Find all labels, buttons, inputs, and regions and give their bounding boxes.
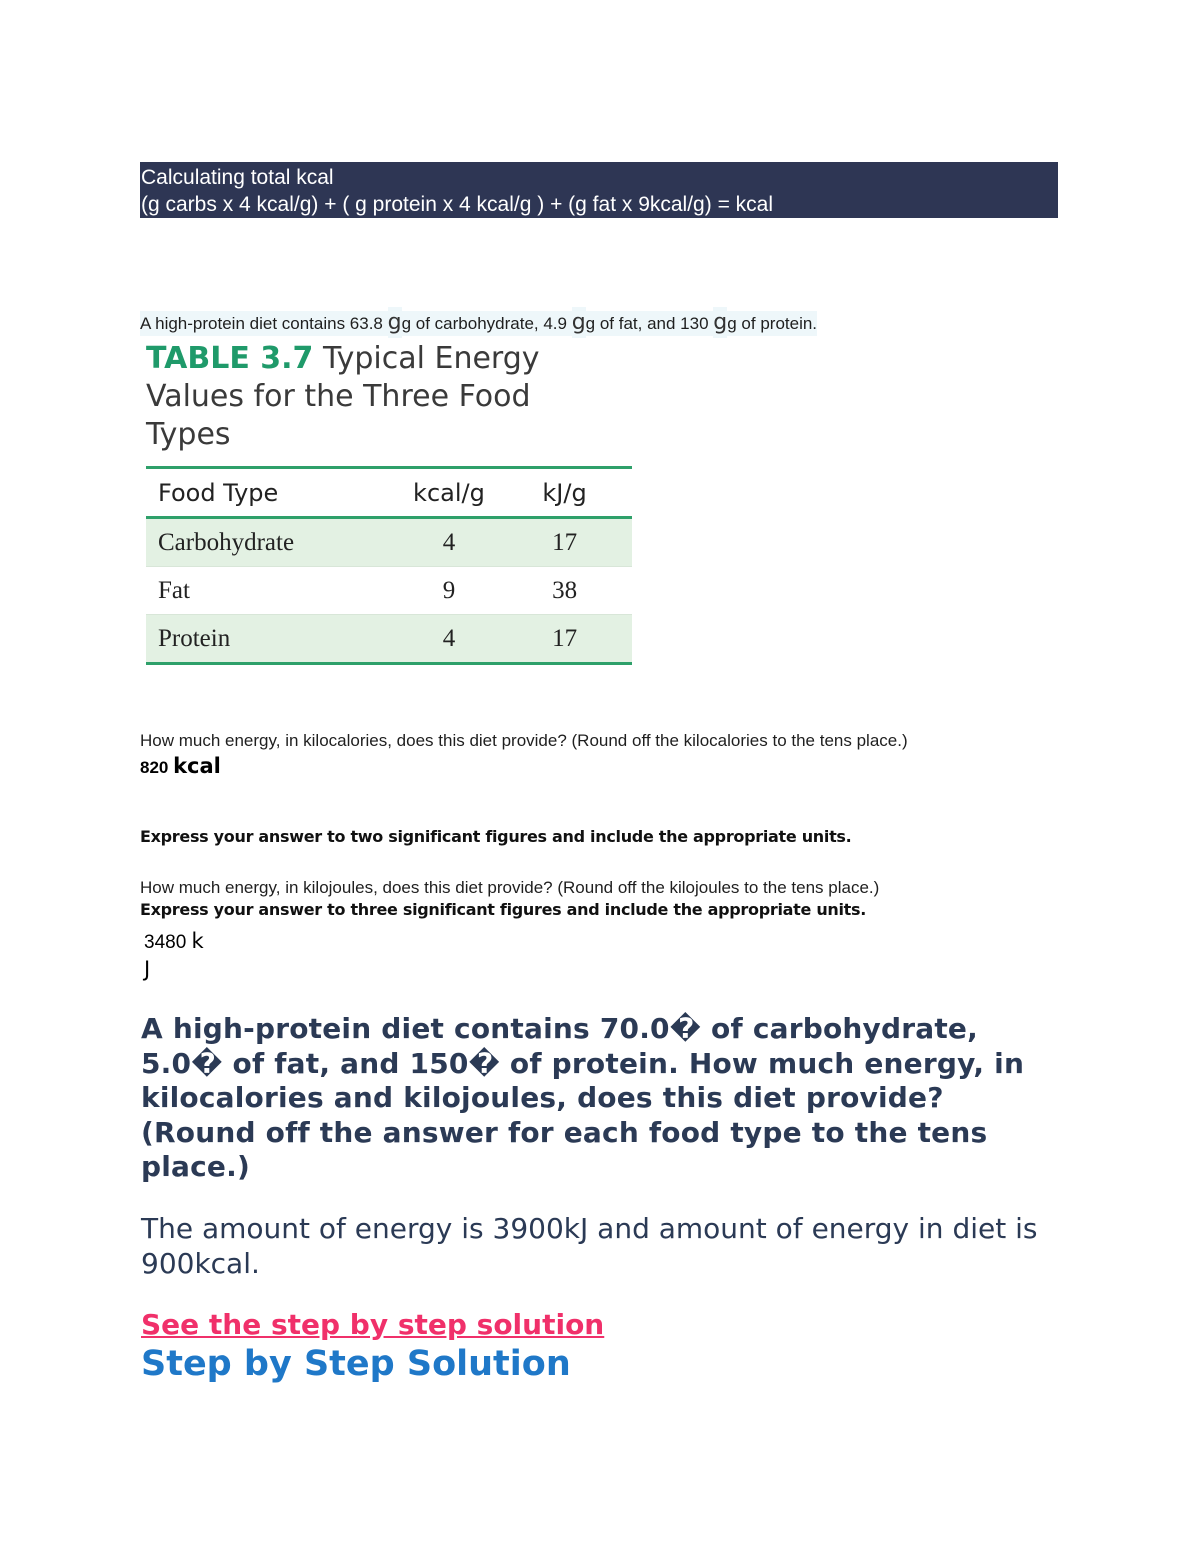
problem-part-4: g of protein. <box>727 311 817 336</box>
answer-kcal-unit: kcal <box>173 754 221 778</box>
table-bottom-rule <box>146 662 632 665</box>
problem-g-1: g <box>388 307 402 338</box>
cell-kj: 17 <box>552 624 578 652</box>
table-title-text: Typical Energy Values for the Three Food Types <box>146 341 540 452</box>
cell-kcal: 4 <box>442 624 456 652</box>
table-row <box>146 566 632 615</box>
step-by-step-heading: Step by Step Solution <box>141 1344 571 1384</box>
cell-kcal: 9 <box>442 576 456 604</box>
answer-kcal <box>140 753 221 781</box>
see-solution-link[interactable]: See the step by step solution <box>141 1308 605 1341</box>
answer-kj-unit-j: J <box>144 957 151 981</box>
problem-g-3: g <box>713 307 727 338</box>
answer-kj <box>144 928 204 982</box>
problem-part-3: g of fat, and 130 <box>586 311 714 336</box>
problem-part-1: A high-protein diet contains 63.8 <box>140 311 388 336</box>
header-kj: kJ/g <box>542 478 587 507</box>
answer-kj-unit-k: k <box>191 929 204 953</box>
question-kcal: How much energy, in kilocalories, does this diet provide? (Round off the kilocalories to the tens place.) <box>140 731 908 750</box>
problem-statement <box>140 310 817 337</box>
table-title <box>146 340 566 454</box>
instruction-three-sig-figs: Express your answer to three significant figures and include the appropriate units. <box>140 900 867 919</box>
table-header-row <box>146 469 632 516</box>
cell-food-type: Protein <box>158 624 231 652</box>
question-kj: How much energy, in kilojoules, does this diet provide? (Round off the kilojoules to the tens place.) <box>140 878 880 897</box>
problem-2-heading: A high-protein diet contains 70.0� of carbohydrate, 5.0� of fat, and 150� of protein. How much energy, in kilocalories and kilojoules, does this diet provide? (Round off the answer for each food type to the tens place.) <box>141 1012 1025 1183</box>
cell-food-type: Fat <box>158 576 190 604</box>
cell-kj: 38 <box>552 576 578 604</box>
answer-kj-value: 3480 <box>144 932 192 953</box>
energy-table <box>146 466 632 665</box>
header-food-type: Food Type <box>158 478 279 507</box>
answer-kcal-value: 820 <box>140 758 174 777</box>
header-kcal: kcal/g <box>413 478 485 507</box>
problem-g-2: g <box>572 307 586 338</box>
table-number: TABLE 3.7 <box>146 341 314 376</box>
problem-part-2: g of carbohydrate, 4.9 <box>402 311 572 336</box>
banner-formula: (g carbs x 4 kcal/g) + ( g protein x 4 kcal/g ) + (g fat x 9kcal/g) = kcal <box>141 193 774 216</box>
solution-answer: The amount of energy is 3900kJ and amount of energy in diet is 900kcal. <box>141 1212 1038 1280</box>
cell-kj: 17 <box>552 528 578 556</box>
banner-title: Calculating total kcal <box>141 166 334 189</box>
formula-banner <box>140 162 1058 218</box>
instruction-two-sig-figs: Express your answer to two significant figures and include the appropriate units. <box>140 827 852 846</box>
table-row <box>146 519 632 566</box>
cell-kcal: 4 <box>442 528 456 556</box>
cell-food-type: Carbohydrate <box>158 528 295 556</box>
table-row <box>146 615 632 662</box>
